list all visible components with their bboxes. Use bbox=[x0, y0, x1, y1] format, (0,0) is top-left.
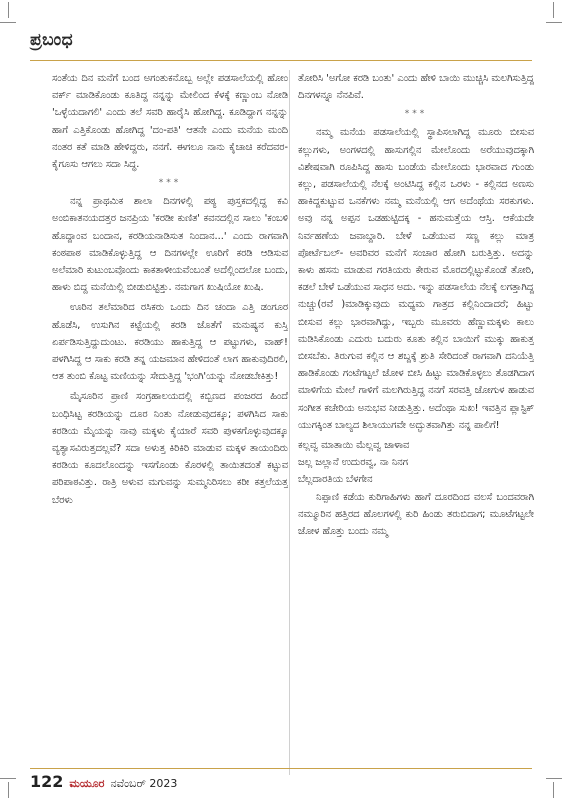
body-paragraph: ಊರಿನ ತಲೆಮಾರಿದ ರಸಿಕರು ಒಂದು ದಿನ ಚಂದಾ ಎತ್ತಿ ಡಂಗೂರ ಹೊಡೆಸಿ, ಉಸುಗಿನ ಕಟ್ಟೆಯಲ್ಲಿ ಕರಡಿ ಜೊತೆಗೆ ಮನುಷ್ಯನ ಕುಸ್ತಿ ಏರ್ಪಡಿಸುತ್ತಿದ್ದುದುಂಟು. ಕರಡಿಯು ಹಾಕುತ್ತಿದ್ದ ಆ ಪಟ್ಟುಗಳು, ವಾಹ್! ಪಳಗಿಸಿದ್ದ ಆ ಸಾಕು ಕರಡಿ ತನ್ನ ಯಜಮಾನ ಹೇಳಿದಂತೆ ಲಾಗ ಹಾಕುವುದಿರಲಿ, ಆತ ತುಂಬಿ ಕೊಟ್ಟ ಮಣಿಯನ್ನು ಸೇದುತ್ತಿದ್ದ 'ಭಂಗಿ'ಯನ್ನು ನೋಡಬೇಕಿತ್ತು! bbox=[52, 302, 288, 383]
page-footer bbox=[30, 772, 177, 791]
body-paragraph: ಮೈಸೂರಿನ ಪ್ರಾಣಿ ಸಂಗ್ರಹಾಲಯದಲ್ಲಿ ಕಬ್ಬಿಣದ ಪಂಜರದ ಹಿಂದೆ ಬಂಧಿಸಿಟ್ಟ ಕರಡಿಯನ್ನು ದೂರ ನಿಂತು ನೋಡುವುದಕ್ಕೂ; ಪಳಗಿಸಿದ ಸಾಕು ಕರಡಿಯ ಮೈಯನ್ನು ನಾವು ಮಕ್ಕಳು ಕೈಯಾರೆ ಸವರಿ ಪುಳಕಗೊಳ್ಳುವುದಕ್ಕೂ ವ್ಯತ್ಯಾಸವಿರುತ್ತದಲ್ಲವೆ? ಸದಾ ಅಳುತ್ತ ಕಿರಿಕಿರಿ ಮಾಡುವ ಮಕ್ಕಳ ತಾಯಂದಿರು ಕರಡಿಯ ಕೂದಲೊಂದನ್ನು ಇಸಗೊಂಡು ಕೊರಳಲ್ಲಿ ತಾಯಿತದಂತೆ ಕಟ್ಟುವ ಪರಿಪಾಠವಿತ್ತು. ರಾತ್ರಿ ಅಳುವ ಮಗುವನ್ನು ಸುಮ್ಮನಿರಿಸಲು ಕರೀ ಕತ್ತಲೆಯತ್ತ ಬೆರಳು bbox=[52, 391, 288, 506]
body-paragraph: ನಮ್ಮ ಮನೆಯ ಪಡಸಾಲೆಯಲ್ಲಿ ಸ್ಥಾಪಿಸಲಾಗಿದ್ದ ಮೂರು ಬೀಸುವ ಕಲ್ಲುಗಳು, ಅಂಗಳದಲ್ಲಿ ಹಾಸುಗಲ್ಲಿನ ಮೇಲೊಂದು ಅರೆಯುವುದಕ್ಕಾಗಿ ವಿಶೇಷವಾಗಿ ರೂಪಿಸಿದ್ದ ಹಾಸು ಬಂಡೆಯ ಮೇಲೊಂದು ಭಾರವಾದ ಗುಂಡು ಕಲ್ಲು, ಪಡಸಾಲೆಯಲ್ಲಿ ನೆಲಕ್ಕೆ ಅಂಟಿಸಿದ್ದ ಕಲ್ಲಿನ ಒರಳು - ಕಲ್ಲಿನದ ಅಣಸು ಹಾಕಿದ್ದಕುಟ್ಟುವ ಒನಕೆಗಳು ನಮ್ಮ ಮನೆಯಲ್ಲಿ ಆಗ ಅದೆಂಥೆಯ ಸರಕುಗಳು. ಅವು ನನ್ನ ಅಪ್ಪನ ಒಡಹುಟ್ಟಿದಕ್ಕ - ಹನುಮತ್ತೆಯ ಆಸ್ತಿ. ಆಕೆಯದೇ ನಿರ್ವಹಣೆಯ ಜವಾಬ್ದಾರಿ. ಬೇಳೆ ಒಡೆಯುವ ಸಣ್ಣ ಕಲ್ಲು ಮಾತ್ರ ಪೋರ್ಟೆಬಲ್- ಅವರಿವರ ಮನೆಗೆ ಸಂಚಾರ ಹೋಗಿ ಬರುತ್ತಿತ್ತು. ಅದನ್ನು ಕಾಳು ಹಸನು ಮಾಡುವ ಗರತಿಯರು ಕೇರುವ ಮೊರದಲ್ಲಿಟ್ಟುಕೊಂಡೆ ತೋರಿ, ಕಡಲೆ ಬೇಳೆ ಒಡೆಯುವ ಸಾಧನ ಅದು. ಇನ್ನು ಪಡಸಾಲೆಯ ನೆಲಕ್ಕೆ ಲಗತ್ತಾಗಿದ್ದ ನುಚ್ಚು(ರವೆ )ಮಾಡಿಕ್ಕುವುದು ಮಧ್ಯಮ ಗಾತ್ರದ ಕಲ್ಲಿನಿಂದಾದರೆ; ಹಿಟ್ಟು ಬೀಸುವ ಕಲ್ಲು ಭಾರವಾಗಿದ್ದು, ಇಬ್ಬರು ಮೂವರು ಹೆಣ್ಣುಮಕ್ಕಳು ಕಾಲು ಮಡಿಸಿಕೊಂಡು ಎದುರು ಬದುರು ಕೂತು ಕಲ್ಲಿನ ಬಾಯಿಗೆ ಮುಕ್ಕು ಹಾಕುತ್ತ ಬೀಸಬೆಕು. ತಿರುಗುವ ಕಲ್ಲಿನ ಆ ಶಬ್ದಕ್ಕೆ ಶ್ರುತಿ ಸೇರಿದಂತೆ ರಾಗವಾಗಿ ದನಿಯೆತ್ತಿ ಹಾಡಿಕೊಂಡು ಗಂಟೆಗಟ್ಟಲೆ ಜೋಳ ಬೀಸಿ ಹಿಟ್ಟು ಮಾಡಿಕೊಳ್ಳಲು ತೊಡಗಿದಾಗ ಮಾಳಿಗೆಯ ಮೇಲೆ ಗಾಳಿಗೆ ಮಲಗಿರುತ್ತಿದ್ದ ನನಗೆ ಸರವತ್ತಿ ಜೋಗುಳ ಹಾಡುವ ಸಂಗೀತ ಕಚೇರಿಯ ಅನುಭವ ನೀಡುತ್ತಿತ್ತು. ಅದೆಂಥಾ ಸುಖ! ಇವತ್ತಿನ ಪ್ಲಾಸ್ಟಿಕ್ ಯುಗಕ್ಕಿಂತ ಬಾಲ್ಯದ ಶಿಲಾಯುಗವೇ ಅದ್ಭುತವಾಗಿತ್ತು ನನ್ನ ಪಾಲಿಗೆ! bbox=[298, 127, 534, 431]
crop-mark-top-right bbox=[553, 2, 554, 18]
crop-mark-bottom-right-h bbox=[546, 778, 562, 779]
body-paragraph: ನನ್ನ ಪ್ರಾಥಮಿಕ ಶಾಲಾ ದಿನಗಳಲ್ಲಿ ಪಠ್ಯ ಪುಸ್ತಕದಲ್ಲಿದ್ದ ಕವಿ ಅಂಬಿಕಾತನಯದತ್ತರ ಜನಪ್ರಿಯ 'ಕರಡೀ ಕುಣಿತ' ಕವನದಲ್ಲಿನ ಸಾಲು 'ಕಂಬಳಿ ಹೊದ್ದಾಂವ ಬಂದಾನ, ಕರಡಿಯನಾಡಿಸುತ ನಿಂದಾನ...' ಎಂದು ರಾಗವಾಗಿ ಕಂಠಪಾಠ ಮಾಡಿಕೊಳ್ಳುತ್ತಿದ್ದ ಆ ದಿನಗಳಲ್ಲೇ ಊರಿಗೆ ಕರಡಿ ಆಡಿಸುವ ಅಲೆಮಾರಿ ಕುಟುಂಬವೊಂದು ಕಾಕತಾಳೀಯವೆಂಬಂತೆ ಅದೆಲ್ಲಿಂದಲೋ ಬಂದು, ಹಾಳು ಬಿದ್ದ ಮನೆಯಿಲ್ಲಿ ಬೀಡುಬಿಟ್ಟಿತ್ತು. ನಮಗಾಗ ಖುಷಿಯೋ ಖುಷಿ. bbox=[52, 196, 288, 294]
verse-line: ಕಲ್ಲವ್ವ ಮಾತಾಯಿ ಮೆಲ್ಲವ್ವ ಜಾಳಾವ bbox=[298, 440, 410, 452]
left-column bbox=[52, 70, 288, 770]
crop-mark-bottom-right bbox=[553, 782, 554, 798]
crop-mark-top-left-h bbox=[0, 22, 16, 23]
section-separator: *** bbox=[404, 109, 428, 120]
right-column bbox=[298, 70, 534, 770]
body-paragraph: ಸಂತೆಯ ದಿನ ಮನೆಗೆ ಬಂದ ಅಗಂತುಕನೊಬ್ಬ ಅಲ್ಲೇ ಪಡಸಾಲೆಯಲ್ಲಿ ಹೋಂ ವರ್ಕ್ ಮಾಡಿಕೊಂಡು ಕೂತಿದ್ದ ನನ್ನನ್ನು ಮೇಲಿಂದ ಕೆಳಕ್ಕೆ ಕಣ್ಣುಂಬ ನೋಡಿ 'ಒಳ್ಳೆಯದಾಗಲಿ' ಎಂದು ತಲೆ ಸವರಿ ಹಾರೈಸಿ ಹೋಗಿದ್ದ. ಕೂಡಿದ್ದಾಗ ನನ್ನನ್ನು ಹಾಗೆ ಎತ್ತಿಕೊಂಡು ಹೋಗಿದ್ದ 'ದಂ-ಪತಿ' ಆತನೇ ಎಂದು ಮನೆಯ ಮಂದಿ ನಂತರ ಕತೆ ಮಾಡಿ ಹೇಳಿದ್ದರು, ನನಗೆ. ಈಗಲೂ ನಾನು ಕೈಚಾಚಿ ಕರೆದವರ- ಕೈಗೂಸು ಆಗಲು ಸದಾ ಸಿದ್ಧ. bbox=[52, 73, 288, 171]
crop-mark-bottom-left-h bbox=[0, 778, 16, 779]
footer-rule bbox=[30, 768, 532, 769]
verse-line: ಜಲ್ಲ ಜಲ್ಲಾನೆ ಉದುರವ್ವ, ನಾ ನಿನಗ bbox=[298, 457, 408, 469]
section-title: ಪ್ರಬಂಧ bbox=[30, 30, 74, 50]
header-rule bbox=[30, 60, 532, 61]
verse-line: ಬೆಲ್ಲದಾರತಿಯ ಬೆಳಗೇನ bbox=[298, 474, 373, 486]
body-paragraph: ತೋರಿಸಿ 'ಅಗೋ ಕರಡಿ ಬಂತು' ಎಂದು ಹೇಳಿ ಬಾಯಿ ಮುಚ್ಚಿಸಿ ಮಲಗಿಸುತ್ತಿದ್ದ ದಿನಗಳನ್ನೂ ನೆನಪಿವೆ. bbox=[298, 73, 534, 102]
page-number: 122 bbox=[30, 772, 64, 791]
section-separator: *** bbox=[158, 178, 182, 189]
issue-date: ನವೆಂಬರ್ 2023 bbox=[110, 777, 178, 790]
crop-mark-top-left bbox=[8, 2, 9, 18]
magazine-logo: ಮಯೂರ bbox=[69, 777, 105, 790]
crop-mark-top-right-h bbox=[546, 22, 562, 23]
column-divider bbox=[289, 70, 290, 775]
body-paragraph: ನಿಪ್ಪಾಣಿ ಕಡೆಯ ಕುರಿಗಾಹಿಗಳು ಹಾಗೆ ದೂರದಿಂದ ವಲಸೆ ಬಂದವರಾಗಿ ನಮ್ಮೂರಿನ ಹತ್ತಿರದ ಹೊಲಗಳಲ್ಲಿ ಕುರಿ ಹಿಂಡು ತರುಬಿದಾಗ; ಮೂಟೆಗಟ್ಟಲೇ ಜೋಳ ಹೊತ್ತು ಬಂದು ನಮ್ಮ bbox=[298, 491, 534, 538]
crop-mark-bottom-left bbox=[8, 782, 9, 798]
